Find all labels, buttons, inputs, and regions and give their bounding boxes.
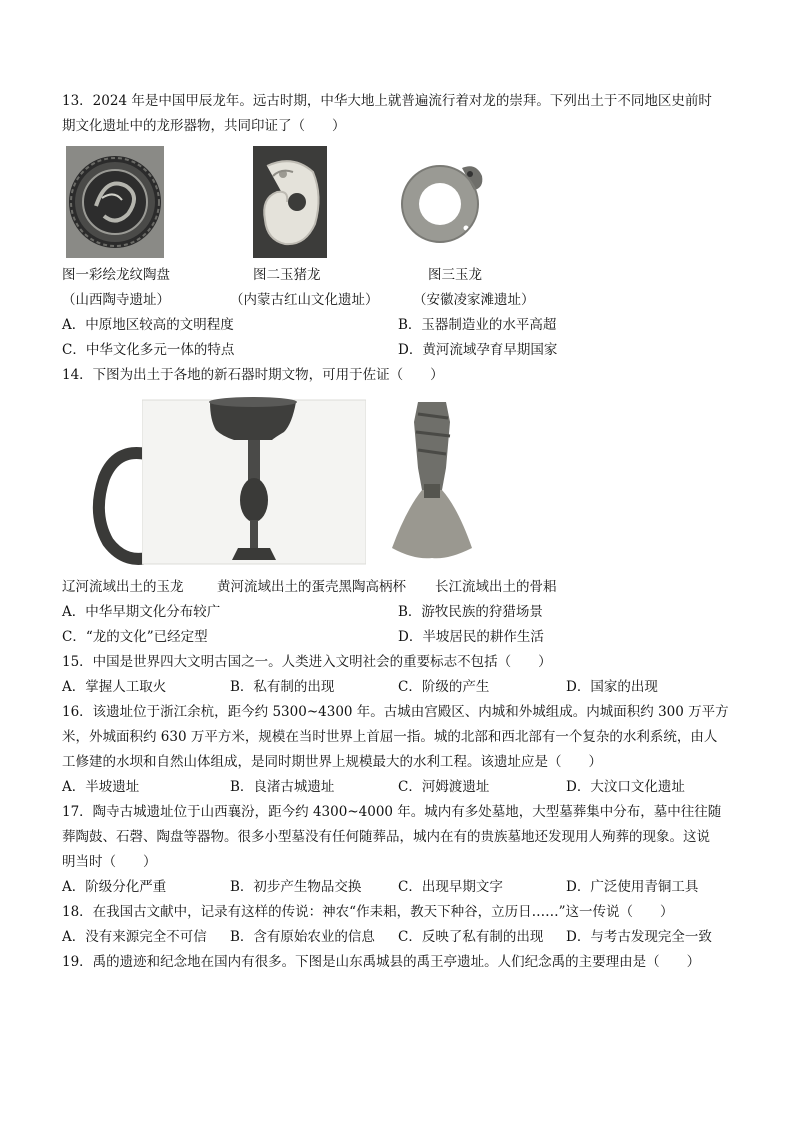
q13-option-c[interactable]: C．中华文化多元一体的特点: [62, 342, 235, 358]
q15-stem: 15．中国是世界四大文明古国之一。人类进入文明社会的重要标志不包括（ ）: [62, 654, 552, 670]
q14-option-a[interactable]: A．中华早期文化分布较广: [62, 604, 221, 620]
q17-option-b[interactable]: B．初步产生物品交换: [230, 879, 362, 895]
q17-stem-line-2: 葬陶鼓、石磬、陶盘等器物。很多小型墓没有任何随葬品，城内在有的贵族墓地还发现用人殉葬的现象。这说: [62, 829, 710, 845]
fig3-site: （安徽凌家滩遗址）: [413, 292, 535, 308]
q14-caption-jade-dragon: 辽河流域出土的玉龙: [62, 579, 184, 595]
q16-option-a[interactable]: A．半坡遗址: [62, 779, 140, 795]
q15-option-a[interactable]: A．掌握人工取火: [62, 679, 167, 695]
q15-option-c[interactable]: C．阶级的产生: [398, 679, 490, 695]
painted-dragon-pottery-plate-image: [66, 146, 164, 258]
q14-option-c[interactable]: C．“龙的文化”已经定型: [62, 629, 208, 645]
q13-option-d[interactable]: D．黄河流域孕育早期国家: [398, 342, 558, 358]
q14-caption-pottery-cup: 黄河流域出土的蛋壳黑陶高柄杯: [217, 579, 406, 595]
q18-option-b[interactable]: B．含有原始农业的信息: [230, 929, 375, 945]
jade-dragon-ring-image: [392, 146, 492, 258]
q18-option-a[interactable]: A．没有来源完全不可信: [62, 929, 207, 945]
yangtze-bone-spade-image: [388, 398, 476, 564]
q16-option-d[interactable]: D．大汶口文化遗址: [566, 779, 685, 795]
q14-option-d[interactable]: D．半坡居民的耕作生活: [398, 629, 544, 645]
q17-stem-line-3: 明当时（ ）: [62, 854, 157, 870]
q15-option-d[interactable]: D．国家的出现: [566, 679, 658, 695]
fig3-title: 图三玉龙: [428, 267, 482, 283]
fig2-title: 图二玉猪龙: [253, 267, 321, 283]
q15-option-b[interactable]: B．私有制的出现: [230, 679, 335, 695]
q16-stem-line-1: 16．该遗址位于浙江余杭，距今约 5300~4300 年。古城由宫殿区、内城和外城组成。内城面积约 300 万平方: [62, 704, 729, 720]
q14-option-b[interactable]: B．游牧民族的狩猎场景: [398, 604, 543, 620]
q16-stem-line-2: 米，外城面积约 630 万平方米，规模在当时世界上首屈一指。城的北部和西北部有一个复杂的水利系统，由人: [62, 729, 718, 745]
q13-stem-line-2: 期文化遗址中的龙形器物，共同印证了（ ）: [62, 118, 346, 134]
q17-option-d[interactable]: D．广泛使用青铜工具: [566, 879, 699, 895]
fig2-site: （内蒙古红山文化遗址）: [230, 292, 379, 308]
q18-stem: 18．在我国古文献中，记录有这样的传说：神农“作耒耜，教天下种谷，立历日……”这一传说（ ）: [62, 904, 674, 920]
q16-option-c[interactable]: C．河姆渡遗址: [398, 779, 490, 795]
q18-option-d[interactable]: D．与考古发现完全一致: [566, 929, 712, 945]
q17-option-a[interactable]: A．阶级分化严重: [62, 879, 167, 895]
q13-option-a[interactable]: A．中原地区较高的文明程度: [62, 317, 234, 333]
q17-stem-line-1: 17．陶寺古城遗址位于山西襄汾，距今约 4300~4000 年。城内有多处墓地，大型墓葬集中分布，墓中往往随: [62, 804, 722, 820]
fig1-title: 图一彩绘龙纹陶盘: [62, 267, 170, 283]
q13-stem-line-1: 13．2024 年是中国甲辰龙年。远古时期，中华大地上就普遍流行着对龙的崇拜。下列出土于不同地区史前时: [62, 93, 712, 109]
q19-stem: 19．禹的遗迹和纪念地在国内有很多。下图是山东禹城县的禹王亭遗址。人们纪念禹的主要理由是（ ）: [62, 954, 701, 970]
q18-option-c[interactable]: C．反映了私有制的出现: [398, 929, 544, 945]
q13-option-b[interactable]: B．玉器制造业的水平高超: [398, 317, 557, 333]
fig1-site: （山西陶寺遗址）: [62, 292, 170, 308]
q14-caption-bone-spade: 长江流域出土的骨耜: [435, 579, 557, 595]
q16-stem-line-3: 工修建的水坝和自然山体组成，是同时期世界上规模最大的水利工程。该遗址应是（ ）: [62, 754, 602, 770]
q16-option-b[interactable]: B．良渚古城遗址: [230, 779, 335, 795]
q14-stem: 14．下图为出土于各地的新石器时期文物，可用于佐证（ ）: [62, 367, 444, 383]
eggshell-black-pottery-cup-image: [142, 396, 366, 568]
jade-pig-dragon-image: [253, 146, 327, 258]
q17-option-c[interactable]: C．出现早期文字: [398, 879, 503, 895]
